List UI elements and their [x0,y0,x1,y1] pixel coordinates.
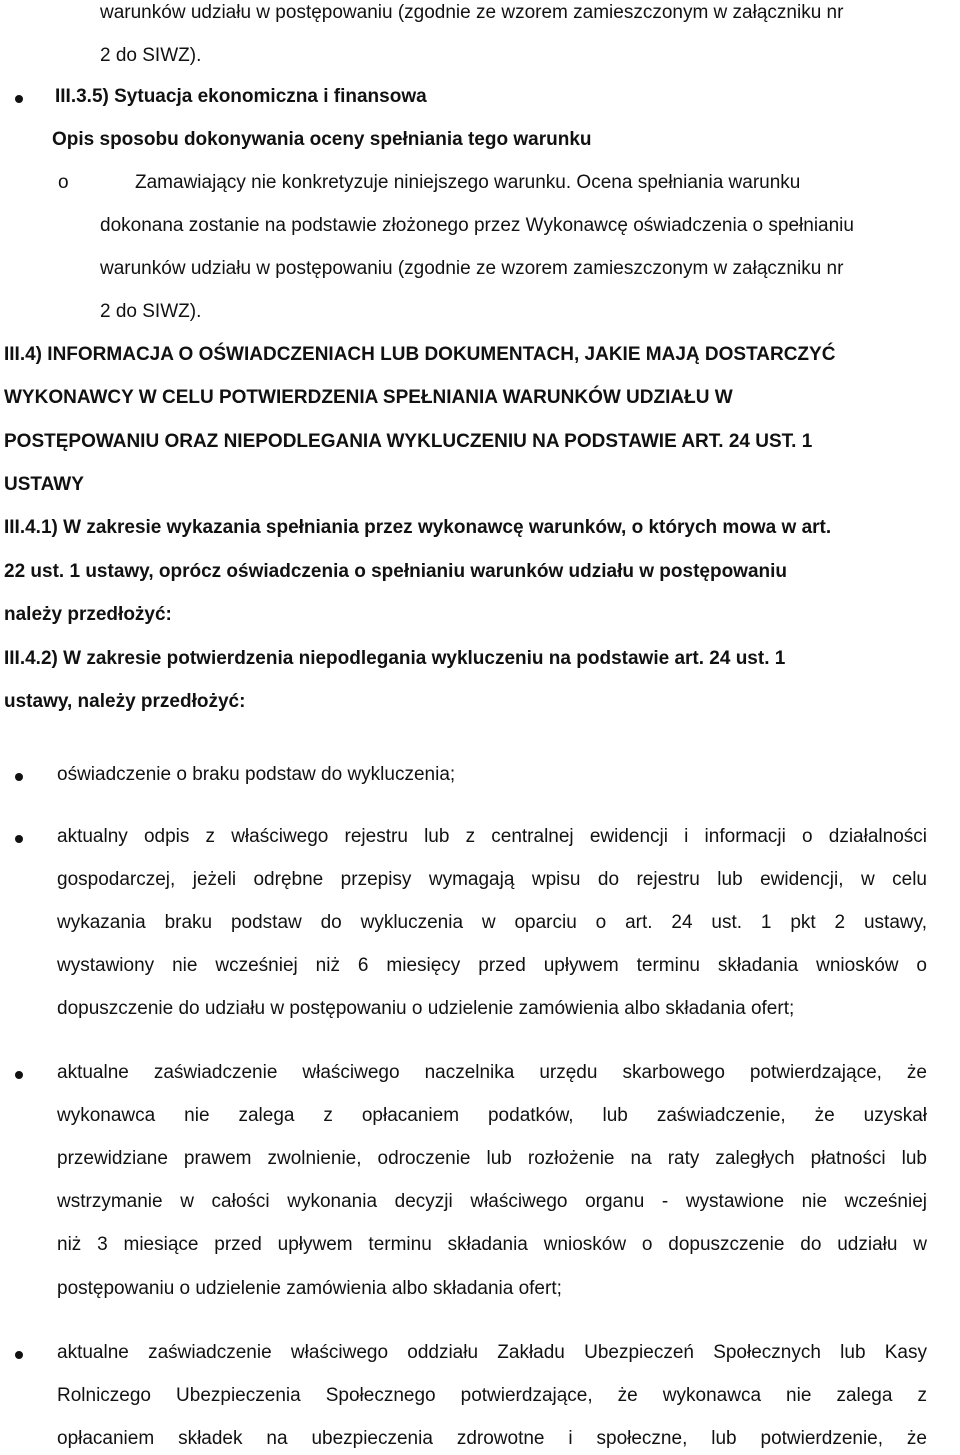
list-item-line: aktualny odpis z właściwego rejestru lub z centralnej ewidencji i informacji o działalności [57,826,927,847]
bullet-icon [15,1071,23,1079]
subsection-line: 22 ust. 1 ustawy, oprócz oświadczenia o spełnianiu warunków udziału w postępowaniu [4,561,788,582]
section-heading-line: WYKONAWCY W CELU POTWIERDZENIA SPEŁNIANIA WARUNKÓW UDZIAŁU W [4,387,733,408]
subsection-line: należy przedłożyć: [4,604,172,625]
subsection-line: III.4.2) W zakresie potwierdzenia niepodlegania wykluczeniu na podstawie art. 24 ust. 1 [4,648,786,669]
subsection-line: III.4.1) W zakresie wykazania spełniania przez wykonawcę warunków, o których mowa w art. [4,517,832,538]
list-item-line: wykonawca nie zalega z opłacaniem podatków, lub zaświadczenie, że uzyskał [57,1105,927,1126]
text-line: dokonana zostanie na podstawie złożonego przez Wykonawcę oświadczenia o spełnianiu [100,215,854,236]
list-item-line: dopuszczenie do udziału w postępowaniu o udzielenie zamówienia albo składania ofert; [57,998,795,1019]
text-line: Zamawiający nie konkretyzuje niniejszego warunku. Ocena spełniania warunku [135,172,801,193]
text-line: warunków udziału w postępowaniu (zgodnie ze wzorem zamieszczonym w załączniku nr [100,258,844,279]
section-heading: III.3.5) Sytuacja ekonomiczna i finansowa [55,86,427,107]
list-item-line: aktualne zaświadczenie właściwego naczelnika urzędu skarbowego potwierdzające, że [57,1062,927,1083]
bullet-icon [15,95,23,103]
bullet-icon [15,1351,23,1359]
section-heading-line: III.4) INFORMACJA O OŚWIADCZENIACH LUB DOKUMENTACH, JAKIE MAJĄ DOSTARCZYĆ [4,344,836,365]
list-item-line: Rolniczego Ubezpieczenia Społecznego potwierdzające, że wykonawca nie zalega z [57,1385,927,1406]
list-item-line: postępowaniu o udzielenie zamówienia albo składania ofert; [57,1278,562,1299]
subheading: Opis sposobu dokonywania oceny spełniania tego warunku [52,129,592,150]
list-item-line: oświadczenie o braku podstaw do wykluczenia; [57,764,456,785]
list-item-line: niż 3 miesiące przed upływem terminu składania wniosków o dopuszczenie do udziału w [57,1234,927,1255]
bullet-icon [15,835,23,843]
circle-list-marker: o [58,172,69,193]
list-item-line: wstrzymanie w całości wykonania decyzji właściwego organu - wystawione nie wcześniej [57,1191,927,1212]
list-item-line: wystawiony nie wcześniej niż 6 miesięcy przed upływem terminu składania wniosków o [57,955,927,976]
list-item-line: wykazania braku podstaw do wykluczenia w oparciu o art. 24 ust. 1 pkt 2 ustawy, [57,912,927,933]
section-heading-line: USTAWY [4,474,84,495]
text-line: 2 do SIWZ). [100,45,202,66]
list-item-line: gospodarczej, jeżeli odrębne przepisy wymagają wpisu do rejestru lub ewidencji, w celu [57,869,927,890]
list-item-line: opłacaniem składek na ubezpieczenia zdrowotne i społeczne, lub potwierdzenie, że [57,1428,927,1449]
list-item-line: przewidziane prawem zwolnienie, odroczenie lub rozłożenie na raty zaległych płatności lub [57,1148,927,1169]
text-line: 2 do SIWZ). [100,301,202,322]
list-item-line: aktualne zaświadczenie właściwego oddziału Zakładu Ubezpieczeń Społecznych lub Kasy [57,1342,927,1363]
bullet-icon [15,773,23,781]
subsection-line: ustawy, należy przedłożyć: [4,691,246,712]
section-heading-line: POSTĘPOWANIU ORAZ NIEPODLEGANIA WYKLUCZENIU NA PODSTAWIE ART. 24 UST. 1 [4,431,813,452]
text-line: warunków udziału w postępowaniu (zgodnie ze wzorem zamieszczonym w załączniku nr [100,2,844,23]
